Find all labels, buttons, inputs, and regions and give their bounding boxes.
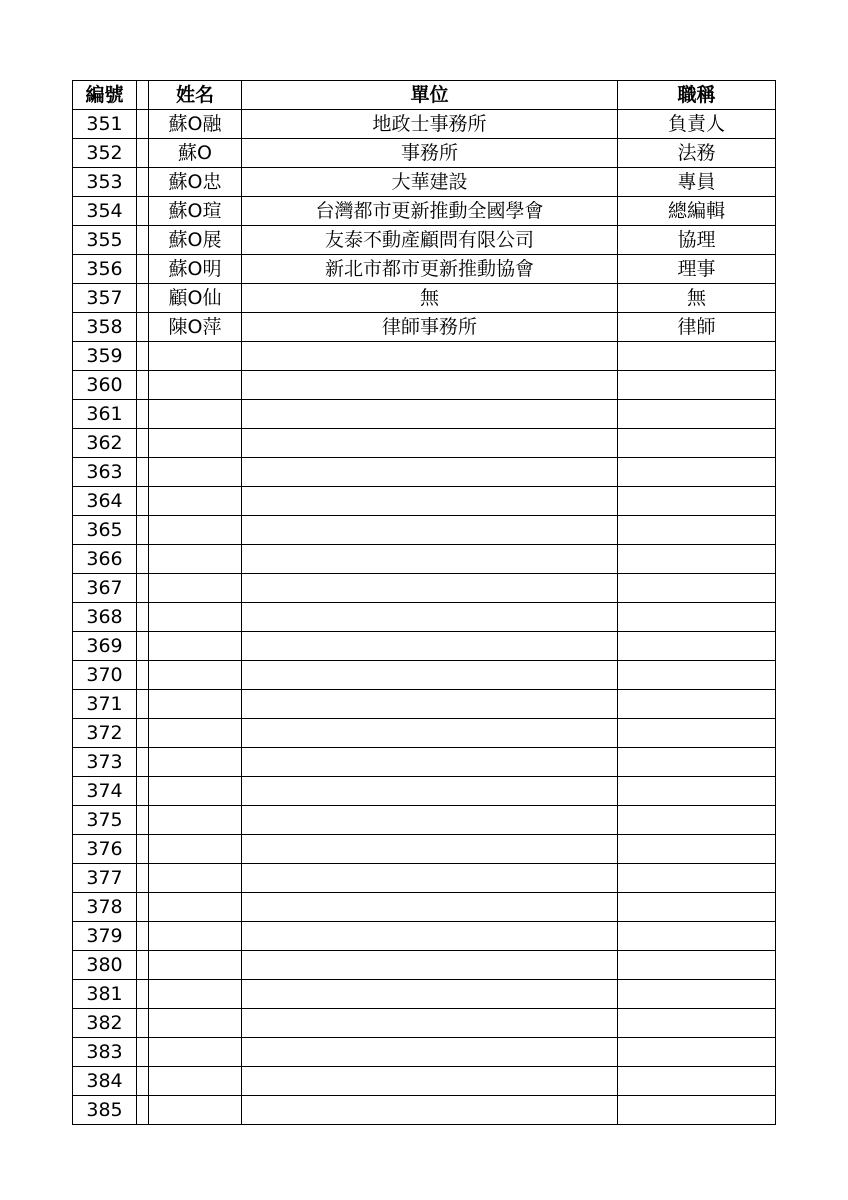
cell-spacer bbox=[137, 748, 149, 777]
cell-spacer bbox=[137, 806, 149, 835]
table-row bbox=[73, 429, 776, 458]
cell-name bbox=[149, 748, 242, 777]
cell-number: 385 bbox=[73, 1096, 137, 1125]
cell-spacer bbox=[137, 1038, 149, 1067]
cell-title bbox=[618, 835, 776, 864]
cell-spacer bbox=[137, 226, 149, 255]
cell-name bbox=[149, 922, 242, 951]
cell-title bbox=[618, 400, 776, 429]
cell-number: 360 bbox=[73, 371, 137, 400]
header-spacer bbox=[137, 81, 149, 110]
cell-spacer bbox=[137, 632, 149, 661]
cell-name: 蘇O bbox=[149, 139, 242, 168]
cell-unit bbox=[242, 342, 618, 371]
cell-number: 373 bbox=[73, 748, 137, 777]
cell-unit bbox=[242, 1009, 618, 1038]
cell-title bbox=[618, 980, 776, 1009]
cell-number: 379 bbox=[73, 922, 137, 951]
cell-spacer bbox=[137, 371, 149, 400]
table-row bbox=[73, 661, 776, 690]
cell-title bbox=[618, 1096, 776, 1125]
cell-title: 協理 bbox=[618, 226, 776, 255]
cell-title bbox=[618, 690, 776, 719]
cell-unit bbox=[242, 632, 618, 661]
table-row bbox=[73, 603, 776, 632]
cell-spacer bbox=[137, 487, 149, 516]
cell-number: 361 bbox=[73, 400, 137, 429]
table-row bbox=[73, 168, 776, 197]
cell-unit: 大華建設 bbox=[242, 168, 618, 197]
table-row bbox=[73, 197, 776, 226]
cell-title bbox=[618, 1067, 776, 1096]
header-row bbox=[73, 81, 776, 110]
cell-unit bbox=[242, 980, 618, 1009]
cell-title: 負責人 bbox=[618, 110, 776, 139]
cell-number: 383 bbox=[73, 1038, 137, 1067]
cell-unit bbox=[242, 719, 618, 748]
cell-name bbox=[149, 661, 242, 690]
cell-unit bbox=[242, 371, 618, 400]
cell-number: 375 bbox=[73, 806, 137, 835]
cell-spacer bbox=[137, 864, 149, 893]
table-row bbox=[73, 864, 776, 893]
cell-number: 374 bbox=[73, 777, 137, 806]
table-row bbox=[73, 110, 776, 139]
cell-name bbox=[149, 574, 242, 603]
cell-spacer bbox=[137, 284, 149, 313]
cell-spacer bbox=[137, 951, 149, 980]
cell-unit bbox=[242, 574, 618, 603]
cell-name bbox=[149, 545, 242, 574]
cell-name bbox=[149, 458, 242, 487]
cell-title bbox=[618, 342, 776, 371]
table-row bbox=[73, 313, 776, 342]
cell-spacer bbox=[137, 777, 149, 806]
cell-number: 355 bbox=[73, 226, 137, 255]
cell-unit: 地政士事務所 bbox=[242, 110, 618, 139]
header-title: 職稱 bbox=[618, 81, 776, 110]
table-row bbox=[73, 1067, 776, 1096]
cell-name: 陳O萍 bbox=[149, 313, 242, 342]
cell-unit bbox=[242, 1067, 618, 1096]
table-row bbox=[73, 487, 776, 516]
cell-unit bbox=[242, 806, 618, 835]
table-row bbox=[73, 719, 776, 748]
cell-unit bbox=[242, 893, 618, 922]
cell-number: 367 bbox=[73, 574, 137, 603]
cell-unit bbox=[242, 864, 618, 893]
cell-spacer bbox=[137, 690, 149, 719]
cell-number: 358 bbox=[73, 313, 137, 342]
cell-name bbox=[149, 806, 242, 835]
cell-name bbox=[149, 777, 242, 806]
cell-number: 363 bbox=[73, 458, 137, 487]
cell-number: 372 bbox=[73, 719, 137, 748]
cell-unit bbox=[242, 951, 618, 980]
cell-title bbox=[618, 806, 776, 835]
header-number: 編號 bbox=[73, 81, 137, 110]
cell-spacer bbox=[137, 1096, 149, 1125]
table-row bbox=[73, 951, 776, 980]
cell-name bbox=[149, 1067, 242, 1096]
cell-spacer bbox=[137, 429, 149, 458]
table-row bbox=[73, 632, 776, 661]
cell-spacer bbox=[137, 719, 149, 748]
cell-number: 378 bbox=[73, 893, 137, 922]
cell-title: 無 bbox=[618, 284, 776, 313]
roster-table bbox=[72, 80, 776, 1125]
roster-body bbox=[73, 110, 776, 1125]
cell-unit: 友泰不動產顧問有限公司 bbox=[242, 226, 618, 255]
table-row bbox=[73, 1038, 776, 1067]
cell-name bbox=[149, 835, 242, 864]
table-row bbox=[73, 545, 776, 574]
cell-number: 376 bbox=[73, 835, 137, 864]
cell-number: 381 bbox=[73, 980, 137, 1009]
cell-unit bbox=[242, 1038, 618, 1067]
cell-unit bbox=[242, 661, 618, 690]
cell-spacer bbox=[137, 545, 149, 574]
cell-number: 357 bbox=[73, 284, 137, 313]
cell-spacer bbox=[137, 516, 149, 545]
cell-unit: 新北市都市更新推動協會 bbox=[242, 255, 618, 284]
cell-title: 理事 bbox=[618, 255, 776, 284]
cell-number: 384 bbox=[73, 1067, 137, 1096]
table-row bbox=[73, 342, 776, 371]
cell-unit bbox=[242, 835, 618, 864]
table-row bbox=[73, 806, 776, 835]
table-row bbox=[73, 922, 776, 951]
cell-number: 382 bbox=[73, 1009, 137, 1038]
cell-name bbox=[149, 516, 242, 545]
cell-spacer bbox=[137, 139, 149, 168]
cell-number: 370 bbox=[73, 661, 137, 690]
cell-spacer bbox=[137, 342, 149, 371]
cell-name bbox=[149, 1096, 242, 1125]
cell-number: 365 bbox=[73, 516, 137, 545]
cell-title bbox=[618, 545, 776, 574]
header-name: 姓名 bbox=[149, 81, 242, 110]
cell-unit bbox=[242, 545, 618, 574]
cell-name: 蘇O忠 bbox=[149, 168, 242, 197]
cell-name: 蘇O瑄 bbox=[149, 197, 242, 226]
cell-spacer bbox=[137, 661, 149, 690]
cell-spacer bbox=[137, 980, 149, 1009]
cell-name bbox=[149, 719, 242, 748]
cell-unit bbox=[242, 429, 618, 458]
table-row bbox=[73, 255, 776, 284]
cell-unit bbox=[242, 777, 618, 806]
cell-spacer bbox=[137, 1067, 149, 1096]
table-row bbox=[73, 835, 776, 864]
table-row bbox=[73, 690, 776, 719]
cell-name bbox=[149, 603, 242, 632]
cell-name bbox=[149, 980, 242, 1009]
cell-spacer bbox=[137, 313, 149, 342]
cell-name bbox=[149, 951, 242, 980]
cell-number: 366 bbox=[73, 545, 137, 574]
cell-number: 369 bbox=[73, 632, 137, 661]
cell-title bbox=[618, 429, 776, 458]
cell-spacer bbox=[137, 1009, 149, 1038]
cell-number: 380 bbox=[73, 951, 137, 980]
cell-name bbox=[149, 632, 242, 661]
cell-title bbox=[618, 777, 776, 806]
cell-unit bbox=[242, 922, 618, 951]
cell-number: 377 bbox=[73, 864, 137, 893]
table-row bbox=[73, 980, 776, 1009]
cell-title bbox=[618, 371, 776, 400]
cell-unit bbox=[242, 690, 618, 719]
cell-spacer bbox=[137, 168, 149, 197]
cell-unit bbox=[242, 487, 618, 516]
cell-unit bbox=[242, 748, 618, 777]
cell-title: 律師 bbox=[618, 313, 776, 342]
cell-title: 專員 bbox=[618, 168, 776, 197]
cell-number: 354 bbox=[73, 197, 137, 226]
cell-number: 364 bbox=[73, 487, 137, 516]
cell-name: 顧O仙 bbox=[149, 284, 242, 313]
cell-number: 353 bbox=[73, 168, 137, 197]
cell-name: 蘇O明 bbox=[149, 255, 242, 284]
cell-spacer bbox=[137, 197, 149, 226]
cell-title bbox=[618, 719, 776, 748]
cell-name bbox=[149, 342, 242, 371]
cell-title bbox=[618, 748, 776, 777]
cell-spacer bbox=[137, 603, 149, 632]
cell-unit bbox=[242, 400, 618, 429]
table-row bbox=[73, 139, 776, 168]
cell-unit: 事務所 bbox=[242, 139, 618, 168]
cell-title bbox=[618, 458, 776, 487]
cell-name bbox=[149, 400, 242, 429]
cell-name bbox=[149, 371, 242, 400]
table-row bbox=[73, 458, 776, 487]
table-row bbox=[73, 574, 776, 603]
cell-title bbox=[618, 516, 776, 545]
cell-title bbox=[618, 603, 776, 632]
cell-spacer bbox=[137, 893, 149, 922]
cell-spacer bbox=[137, 458, 149, 487]
table-row bbox=[73, 1096, 776, 1125]
table-row bbox=[73, 748, 776, 777]
cell-unit bbox=[242, 1096, 618, 1125]
cell-unit: 無 bbox=[242, 284, 618, 313]
cell-unit bbox=[242, 458, 618, 487]
cell-number: 356 bbox=[73, 255, 137, 284]
cell-spacer bbox=[137, 255, 149, 284]
cell-number: 352 bbox=[73, 139, 137, 168]
cell-name bbox=[149, 864, 242, 893]
table-row bbox=[73, 284, 776, 313]
cell-unit bbox=[242, 603, 618, 632]
cell-title bbox=[618, 632, 776, 661]
cell-number: 359 bbox=[73, 342, 137, 371]
cell-title bbox=[618, 893, 776, 922]
cell-number: 368 bbox=[73, 603, 137, 632]
cell-name bbox=[149, 1009, 242, 1038]
cell-title bbox=[618, 1009, 776, 1038]
cell-number: 351 bbox=[73, 110, 137, 139]
table-row bbox=[73, 400, 776, 429]
cell-spacer bbox=[137, 574, 149, 603]
table-row bbox=[73, 777, 776, 806]
table-row bbox=[73, 1009, 776, 1038]
cell-name: 蘇O展 bbox=[149, 226, 242, 255]
cell-spacer bbox=[137, 922, 149, 951]
cell-name bbox=[149, 429, 242, 458]
cell-number: 371 bbox=[73, 690, 137, 719]
cell-number: 362 bbox=[73, 429, 137, 458]
table-row bbox=[73, 893, 776, 922]
cell-title: 法務 bbox=[618, 139, 776, 168]
cell-unit: 律師事務所 bbox=[242, 313, 618, 342]
cell-title bbox=[618, 864, 776, 893]
cell-spacer bbox=[137, 835, 149, 864]
cell-title bbox=[618, 1038, 776, 1067]
table-row bbox=[73, 516, 776, 545]
cell-name bbox=[149, 690, 242, 719]
cell-title bbox=[618, 922, 776, 951]
cell-title bbox=[618, 487, 776, 516]
table-row bbox=[73, 226, 776, 255]
cell-name bbox=[149, 893, 242, 922]
cell-unit bbox=[242, 516, 618, 545]
cell-name bbox=[149, 487, 242, 516]
cell-name: 蘇O融 bbox=[149, 110, 242, 139]
cell-spacer bbox=[137, 400, 149, 429]
header-unit: 單位 bbox=[242, 81, 618, 110]
cell-name bbox=[149, 1038, 242, 1067]
cell-unit: 台灣都市更新推動全國學會 bbox=[242, 197, 618, 226]
cell-spacer bbox=[137, 110, 149, 139]
cell-title bbox=[618, 661, 776, 690]
table-row bbox=[73, 371, 776, 400]
cell-title bbox=[618, 574, 776, 603]
cell-title bbox=[618, 951, 776, 980]
cell-title: 總編輯 bbox=[618, 197, 776, 226]
